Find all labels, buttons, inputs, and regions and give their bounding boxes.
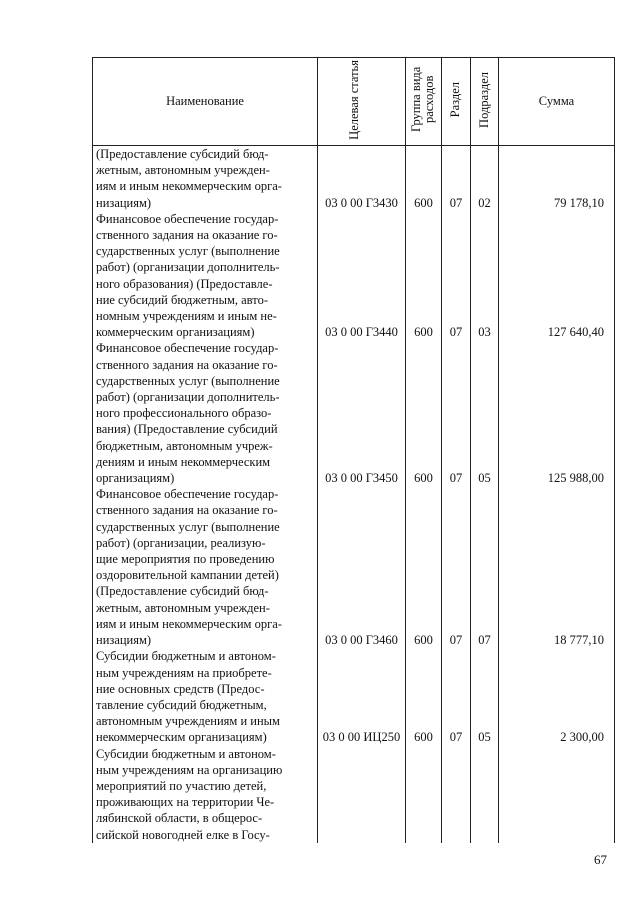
row-code: 03 0 00 Г3460 — [318, 486, 406, 648]
row-name: Финансовое обеспечение государ- ственного задания на оказание го- сударственных услуг (выполнение работ) (организации, реализую- щие мероприятия по проведению оздоровительной кампании детей) (Предоставление субсидий бюд- жетным, автономным учрежден- иям и иным некоммерческим орга- низациям) — [93, 486, 318, 648]
row-name: Субсидии бюджетным и автоном- ным учреждениям на приобрете- ние основных средств (Предос- тавление субсидий бюджетным, автономным учреждениям и иным некоммерческим организациям) — [93, 648, 318, 745]
row-code: 03 0 00 Г3450 — [318, 340, 406, 486]
row-section — [442, 746, 471, 843]
row-sum: 127 640,40 — [499, 211, 615, 341]
header-subsection: Подраздел — [471, 58, 499, 146]
header-target-article: Целевая статья — [318, 58, 406, 146]
header-sum: Сумма — [499, 58, 615, 146]
row-section: 07 — [442, 648, 471, 745]
row-section: 07 — [442, 146, 471, 211]
row-subsection: 03 — [471, 211, 499, 341]
table-header — [93, 58, 615, 146]
row-section: 07 — [442, 340, 471, 486]
table-row — [93, 340, 615, 486]
row-group: 600 — [406, 146, 442, 211]
row-subsection: 07 — [471, 486, 499, 648]
row-sum: 2 300,00 — [499, 648, 615, 745]
row-group: 600 — [406, 648, 442, 745]
row-sum: 79 178,10 — [499, 146, 615, 211]
header-section: Раздел — [442, 58, 471, 146]
page-number: 67 — [594, 852, 607, 867]
row-sum: 125 988,00 — [499, 340, 615, 486]
row-subsection: 05 — [471, 648, 499, 745]
table-row — [93, 211, 615, 341]
row-code: 03 0 00 ИЦ250 — [318, 648, 406, 745]
row-subsection: 02 — [471, 146, 499, 211]
table-row — [93, 146, 615, 211]
row-sum — [499, 746, 615, 843]
budget-table — [92, 57, 615, 843]
row-code — [318, 746, 406, 843]
row-code: 03 0 00 Г3440 — [318, 211, 406, 341]
row-group: 600 — [406, 211, 442, 341]
row-section: 07 — [442, 486, 471, 648]
row-group: 600 — [406, 486, 442, 648]
row-name: Субсидии бюджетным и автоном- ным учреждениям на организацию мероприятий по участию детей, проживающих на территории Че- лябинской области, в общерос- сийской новогодней елке в Госу- — [93, 746, 318, 843]
row-name: (Предоставление субсидий бюд- жетным, автономным учрежден- иям и иным некоммерческим орга- низациям) — [93, 146, 318, 211]
row-group: 600 — [406, 340, 442, 486]
row-group — [406, 746, 442, 843]
table-row — [93, 746, 615, 843]
row-sum: 18 777,10 — [499, 486, 615, 648]
table-row — [93, 486, 615, 648]
row-name: Финансовое обеспечение государ- ственного задания на оказание го- сударственных услуг (выполнение работ) (организации дополнитель- ного профессионального образо- вания) (Предоставление субсидий бюджетным, автономным учреж- дениям и иным некоммерческим организациям) — [93, 340, 318, 486]
table-row — [93, 648, 615, 745]
header-name: Наименование — [93, 58, 318, 146]
row-section: 07 — [442, 211, 471, 341]
row-code: 03 0 00 Г3430 — [318, 146, 406, 211]
header-expense-group: Группа вида расходов — [406, 58, 442, 146]
row-subsection — [471, 746, 499, 843]
row-subsection: 05 — [471, 340, 499, 486]
row-name: Финансовое обеспечение государ- ственного задания на оказание го- сударственных услуг (выполнение работ) (организации дополнитель- ного образования) (Предоставле- ние субсидий бюджетным, авто- номным учреждениям и иным не- коммерческим организациям) — [93, 211, 318, 341]
